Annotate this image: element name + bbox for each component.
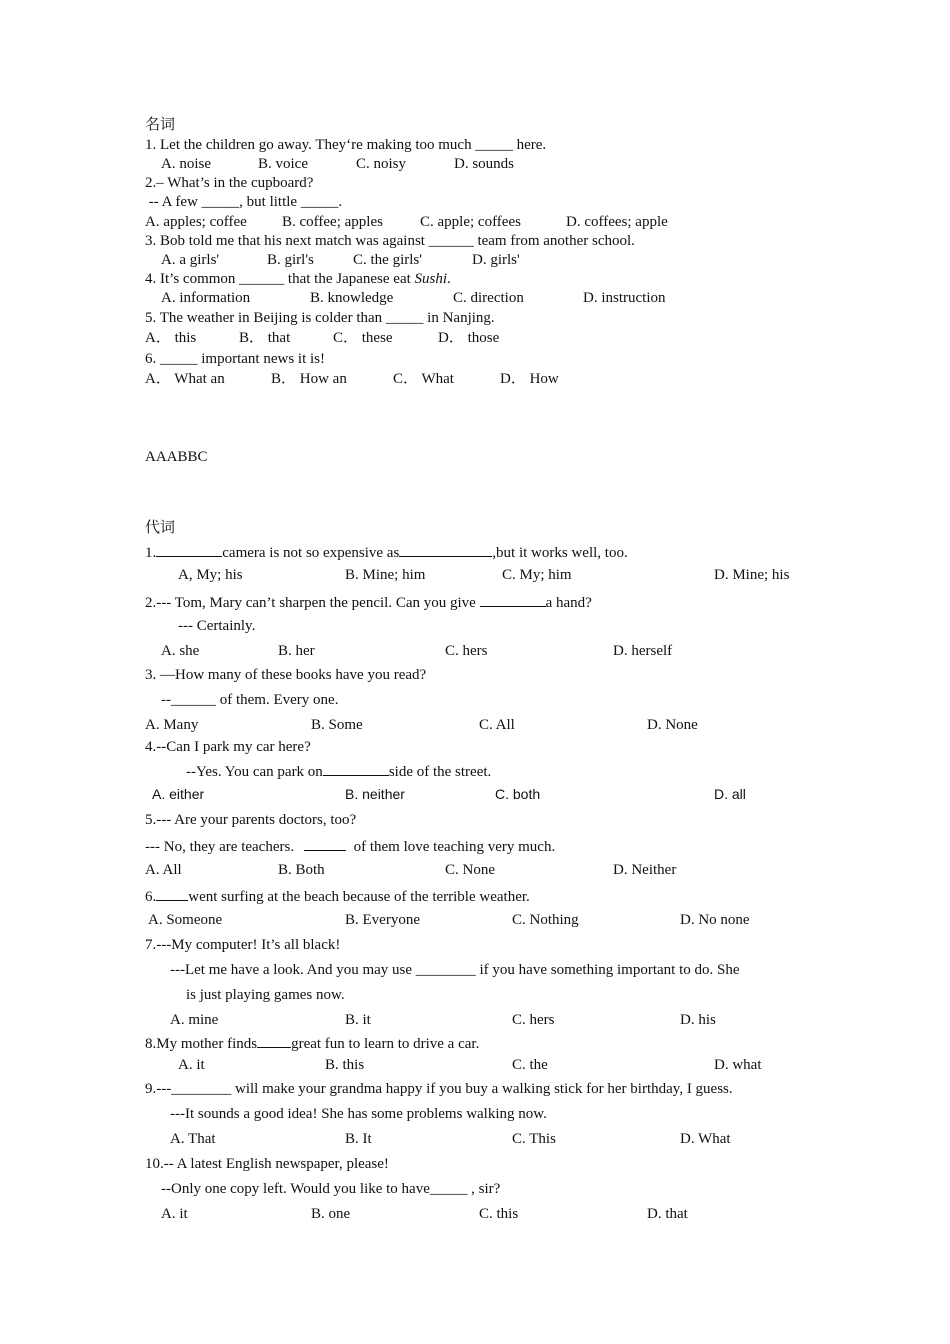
option-d: D. what xyxy=(714,1057,762,1073)
option-b: B. Some xyxy=(311,717,363,733)
option-c: C. My; him xyxy=(502,567,572,583)
question-stem: 7.---My computer! It’s all black! xyxy=(145,937,341,953)
option-a: A. information xyxy=(161,290,251,306)
option-b: B. it xyxy=(345,1012,371,1028)
question-stem: 2.– What’s in the cupboard? xyxy=(145,175,314,191)
stem-text-end: went surfing at the beach because of the terrible weather. xyxy=(188,889,530,905)
question-stem: 5. The weather in Beijing is colder than _____ in Nanjing. xyxy=(145,310,495,326)
option-d: D. Mine; his xyxy=(714,567,790,583)
answer-blank xyxy=(156,886,188,901)
option-a: A. That xyxy=(170,1131,216,1147)
question-stem: 10.-- A latest English newspaper, please! xyxy=(145,1156,389,1172)
question-stem xyxy=(145,592,592,612)
option-d: D. girls' xyxy=(472,252,520,268)
option-c: C. the xyxy=(512,1057,548,1073)
question-reply-continued: is just playing games now. xyxy=(186,987,345,1003)
option-b: B. Everyone xyxy=(345,912,420,928)
option-d: D. What xyxy=(680,1131,731,1147)
option-a: A. All xyxy=(145,862,182,878)
stem-text: --Yes. You can park on xyxy=(186,764,323,780)
question-reply: --______ of them. Every one. xyxy=(161,692,339,708)
option-b: B. this xyxy=(325,1057,365,1073)
stem-text-end: side of the street. xyxy=(388,764,492,780)
option-c: C. noisy xyxy=(356,156,407,172)
question-stem: 3. —How many of these books have you read? xyxy=(145,667,427,683)
option-b: B. Both xyxy=(278,862,325,878)
option-a: A. noise xyxy=(161,156,211,172)
answer-blank xyxy=(323,761,389,776)
section-heading-pronouns: 代词 xyxy=(145,520,176,536)
answer-blank xyxy=(480,592,546,607)
stem-text-end: a hand? xyxy=(545,595,592,611)
option-c: C. apple; coffees xyxy=(420,214,521,230)
question-reply: --Only one copy left. Would you like to have_____ , sir? xyxy=(161,1181,501,1197)
option-b: B． How an xyxy=(271,371,347,387)
option-d: D． How xyxy=(500,371,559,387)
option-d: D. that xyxy=(647,1206,688,1222)
question-reply xyxy=(145,836,555,856)
option-d: D. instruction xyxy=(583,290,666,306)
question-stem: 4.--Can I park my car here? xyxy=(145,739,311,755)
option-c: C. direction xyxy=(453,290,524,306)
stem-text-end: ,but it works well, too. xyxy=(492,545,628,561)
question-stem: 3. Bob told me that his next match was against ______ team from another school. xyxy=(145,233,635,249)
question-stem: 1. Let the children go away. They‘re making too much _____ here. xyxy=(145,137,547,153)
stem-italic-word: Sushi xyxy=(414,271,448,287)
section-heading-nouns: 名词 xyxy=(145,117,176,133)
stem-text: 2.--- Tom, Mary can’t sharpen the pencil. Can you give xyxy=(145,595,480,611)
question-reply xyxy=(186,761,491,781)
option-d: D. herself xyxy=(613,643,673,659)
option-b: B. Mine; him xyxy=(345,567,426,583)
option-c: C. this xyxy=(479,1206,519,1222)
option-b: B. knowledge xyxy=(310,290,394,306)
option-d: D． those xyxy=(438,330,500,346)
option-a: A． What an xyxy=(145,371,225,387)
option-a: A． this xyxy=(145,330,197,346)
option-b: B. neither xyxy=(345,786,405,802)
option-a: A. it xyxy=(161,1206,188,1222)
stem-text: 4. It’s common ______ that the Japanese eat xyxy=(145,271,415,287)
answer-blank xyxy=(304,836,346,851)
option-a: A. mine xyxy=(170,1012,219,1028)
option-c: C． these xyxy=(333,330,393,346)
question-reply: --- Certainly. xyxy=(178,618,256,634)
option-c: C. the girls' xyxy=(353,252,422,268)
option-c: C． What xyxy=(393,371,454,387)
question-stem: 5.--- Are your parents doctors, too? xyxy=(145,812,357,828)
stem-text: --- No, they are teachers. xyxy=(145,839,298,855)
option-b: B. It xyxy=(345,1131,372,1147)
option-d: D. No none xyxy=(680,912,750,928)
answer-blank xyxy=(399,542,492,557)
option-b: B. one xyxy=(311,1206,351,1222)
option-b: B. girl's xyxy=(267,252,314,268)
option-d: D. sounds xyxy=(454,156,515,172)
question-number: 1. xyxy=(145,545,157,561)
option-a: A. either xyxy=(152,786,205,802)
option-a: A. Many xyxy=(145,717,199,733)
option-a: A. a girls' xyxy=(161,252,220,268)
answer-blank xyxy=(257,1033,291,1048)
option-a: A. Someone xyxy=(148,912,223,928)
option-a: A, My; his xyxy=(178,567,243,583)
stem-text: camera is not so expensive as xyxy=(222,545,400,561)
question-reply: -- A few _____, but little _____. xyxy=(145,194,343,210)
question-stem xyxy=(145,1033,479,1053)
option-c: C. Nothing xyxy=(512,912,579,928)
stem-text-end: of them love teaching very much. xyxy=(349,839,556,855)
question-stem xyxy=(145,886,530,906)
option-a: A. she xyxy=(161,643,200,659)
question-stem: 9.---________ will make your grandma happy if you buy a walking stick for her birthday, I guess. xyxy=(145,1081,733,1097)
option-a: A. apples; coffee xyxy=(145,214,247,230)
option-b: B. voice xyxy=(258,156,308,172)
option-c: C. both xyxy=(495,786,541,802)
answer-blank xyxy=(156,542,222,557)
option-c: C. This xyxy=(512,1131,556,1147)
question-number: 6. xyxy=(145,889,157,905)
answer-key: AAABBC xyxy=(145,449,208,465)
stem-text-end: great fun to learn to drive a car. xyxy=(291,1036,480,1052)
option-d: D. all xyxy=(714,786,746,802)
option-d: D. coffees; apple xyxy=(566,214,668,230)
option-d: D. Neither xyxy=(613,862,677,878)
option-c: C. hers xyxy=(445,643,488,659)
option-c: C. All xyxy=(479,717,515,733)
option-b: B． that xyxy=(239,330,291,346)
option-b: B. her xyxy=(278,643,315,659)
question-stem xyxy=(145,542,628,562)
option-a: A. it xyxy=(178,1057,205,1073)
question-stem: 6. _____ important news it is! xyxy=(145,351,325,367)
stem-text-end: . xyxy=(447,271,451,287)
question-reply: ---It sounds a good idea! She has some problems walking now. xyxy=(170,1106,547,1122)
option-b: B. coffee; apples xyxy=(282,214,383,230)
option-d: D. None xyxy=(647,717,698,733)
option-c: C. hers xyxy=(512,1012,555,1028)
stem-text: 8.My mother finds xyxy=(145,1036,258,1052)
question-reply: ---Let me have a look. And you may use ________ if you have something important to do. She xyxy=(170,962,740,978)
option-d: D. his xyxy=(680,1012,716,1028)
option-c: C. None xyxy=(445,862,495,878)
question-stem xyxy=(145,270,451,288)
